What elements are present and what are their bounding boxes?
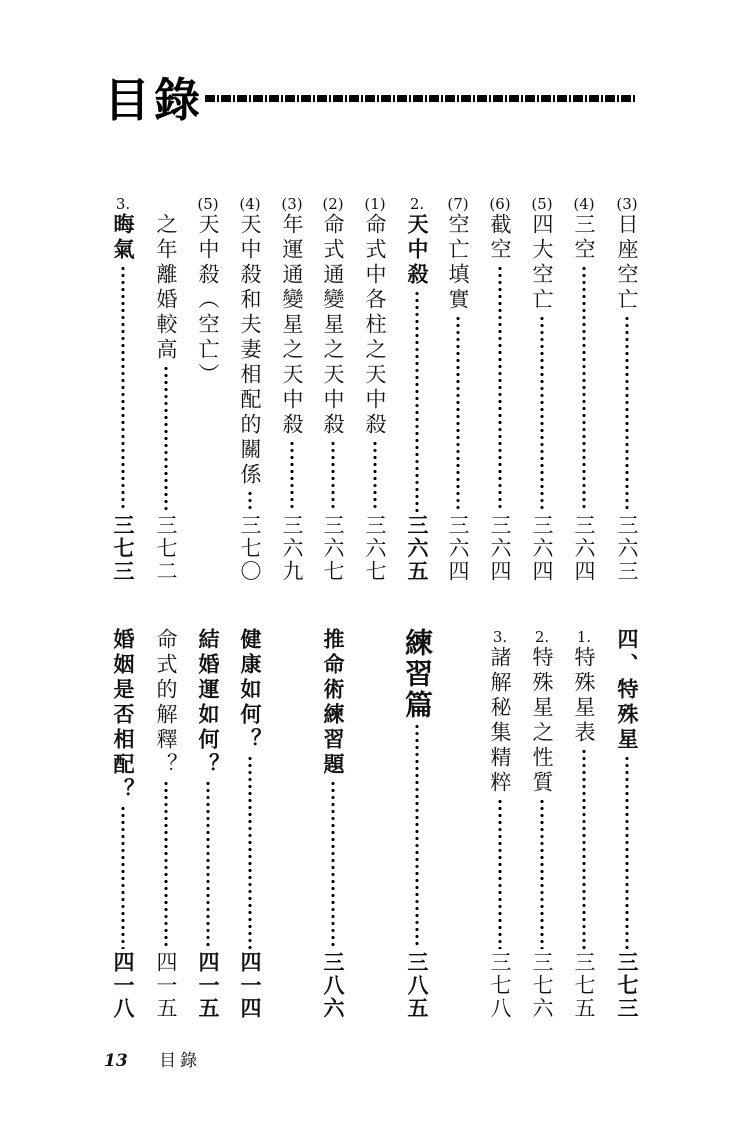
toc-entry-page: 三六七 [363, 514, 387, 583]
toc-entry[interactable] [401, 628, 434, 1020]
toc-entry[interactable] [571, 195, 597, 583]
leader-dots [121, 265, 125, 512]
toc-entry-label: (2) [322, 195, 344, 213]
toc-entry-text: 命式通變星之天中殺 [321, 213, 345, 438]
leader-dots [164, 365, 168, 512]
toc-entry-text: 天中殺（空亡） [196, 213, 220, 388]
toc-entry-page: 三八五 [405, 951, 430, 1020]
toc-entry-label: 1. [576, 628, 592, 646]
toc-entry-page: 三七三 [615, 951, 640, 1020]
toc-entry-label: (5) [197, 195, 219, 213]
toc-entry-text: 截空 [488, 213, 512, 263]
toc-entry-text: 特殊星之性質 [530, 646, 554, 796]
leader-dots [582, 748, 586, 949]
toc-entry[interactable] [487, 628, 513, 1020]
toc-entry-page: 三七六 [530, 951, 554, 1020]
leader-dots [498, 798, 502, 949]
toc-entry-label: 3. [492, 628, 508, 646]
leader-dots [121, 805, 125, 949]
toc-entry-text: 天中殺和夫妻相配的關係 [238, 213, 262, 488]
toc-entry-text: 練習篇 [401, 628, 434, 721]
toc-entry-page: 三七三 [111, 514, 136, 583]
toc-entry-label: (3) [281, 195, 303, 213]
page-title: 目錄 [104, 73, 204, 127]
leader-dots [582, 265, 586, 512]
leader-dots [540, 315, 544, 512]
toc-entry[interactable] [529, 195, 555, 583]
toc-entry[interactable] [571, 628, 597, 1020]
leader-dots [373, 440, 377, 512]
toc-entry-text: 命式的解釋？ [154, 628, 178, 778]
leader-dots [331, 780, 335, 949]
page-footer [104, 1046, 201, 1071]
toc-entry-page: 三七〇 [238, 514, 262, 583]
leader-dots [540, 798, 544, 949]
toc-entry-text: 天中殺 [405, 213, 429, 288]
toc-entry[interactable] [110, 195, 136, 583]
toc-entry-page: 三七五 [572, 951, 596, 1020]
toc-entry[interactable] [279, 195, 305, 583]
toc-entry-text: 婚姻是否相配？ [111, 628, 135, 803]
toc-entry-page: 三七八 [488, 951, 512, 1020]
toc-entry-text: 推命術練習題 [321, 628, 345, 778]
toc-entry-page: 三六四 [446, 514, 470, 583]
toc-entry[interactable] [614, 195, 640, 583]
toc-entry[interactable] [445, 195, 471, 583]
toc-entry-text: 晦氣 [111, 213, 135, 263]
leader-dots [248, 490, 252, 512]
toc-entry-text: 命式中各柱之天中殺 [363, 213, 387, 438]
toc-entry-label: 2. [534, 628, 550, 646]
toc-entry-text: 健康如何？ [238, 628, 262, 753]
toc-entry[interactable] [110, 628, 136, 1020]
toc-entry[interactable] [529, 628, 555, 1020]
toc-entry-page: 三六四 [530, 514, 554, 583]
toc-entry-label: (4) [239, 195, 261, 213]
toc-entry[interactable] [320, 628, 346, 1020]
toc-entry-text: 諸解秘集精粹 [488, 646, 512, 796]
toc-entry-label: (6) [489, 195, 511, 213]
toc-entry-text: 四大空亡 [530, 213, 554, 313]
toc-entry-text: 四、特殊星 [615, 628, 639, 753]
toc-entry-label: (1) [364, 195, 386, 213]
toc-entry-page: 三六七 [321, 514, 345, 583]
toc-entry-page: 三六五 [405, 514, 430, 583]
page-number: 13 [104, 1051, 128, 1071]
toc-entry-page: 三六四 [572, 514, 596, 583]
leader-gap [206, 390, 210, 581]
toc-entry-page: 四一八 [111, 951, 136, 1020]
toc-entry-label: (4) [573, 195, 595, 213]
toc-entry-label: (7) [447, 195, 469, 213]
leader-dots [290, 440, 294, 512]
toc-entry[interactable] [614, 628, 640, 1020]
toc-entry-label: (3) [616, 195, 638, 213]
toc-entry[interactable] [362, 195, 388, 583]
toc-entry-page: 三六九 [280, 514, 304, 583]
toc-entry[interactable] [195, 628, 221, 1020]
toc-entry-page: 四一五 [154, 951, 178, 1020]
toc-entry[interactable] [237, 195, 263, 583]
leader-dots [331, 440, 335, 512]
toc-entry[interactable] [320, 195, 346, 583]
toc-entry[interactable] [404, 195, 430, 583]
leader-dots [164, 780, 168, 949]
leader-dots [625, 755, 629, 949]
toc-entry-label: (5) [531, 195, 553, 213]
toc-entry-page: 四一五 [196, 951, 221, 1020]
toc-entry-text: 日座空亡 [615, 213, 639, 313]
leader-dots [415, 723, 419, 949]
toc-entry-label: 2. [409, 195, 425, 213]
toc-entry-text: 空亡填實 [446, 213, 470, 313]
toc-entry[interactable] [237, 628, 263, 1020]
toc-entry[interactable] [195, 195, 221, 583]
running-title: 目錄 [159, 1051, 202, 1071]
leader-dots [456, 315, 460, 512]
toc-entry-text: 之年離婚較高 [154, 213, 178, 363]
leader-dots [498, 265, 502, 512]
leader-dots [625, 315, 629, 512]
toc-entry-text: 年運通變星之天中殺 [280, 213, 304, 438]
title-decorative-rule [205, 95, 635, 102]
toc-entry-page: 三六三 [615, 514, 639, 583]
toc-entry[interactable] [153, 628, 179, 1020]
toc-entry-label: 3. [115, 195, 131, 213]
toc-entry-text: 特殊星表 [572, 646, 596, 746]
toc-entry-page: 四一四 [238, 951, 263, 1020]
toc-entry-text: 結婚運如何？ [196, 628, 220, 778]
leader-dots [206, 780, 210, 949]
leader-dots [248, 755, 252, 949]
toc-entry-continuation[interactable] [153, 213, 179, 583]
toc-entry[interactable] [487, 195, 513, 583]
toc-entry-page: 三七二 [154, 514, 178, 583]
toc-entry-text: 三空 [572, 213, 596, 263]
toc-entry-page: 三八六 [321, 951, 346, 1020]
toc-entry-page: 三六四 [488, 514, 512, 583]
leader-dots [415, 290, 419, 512]
